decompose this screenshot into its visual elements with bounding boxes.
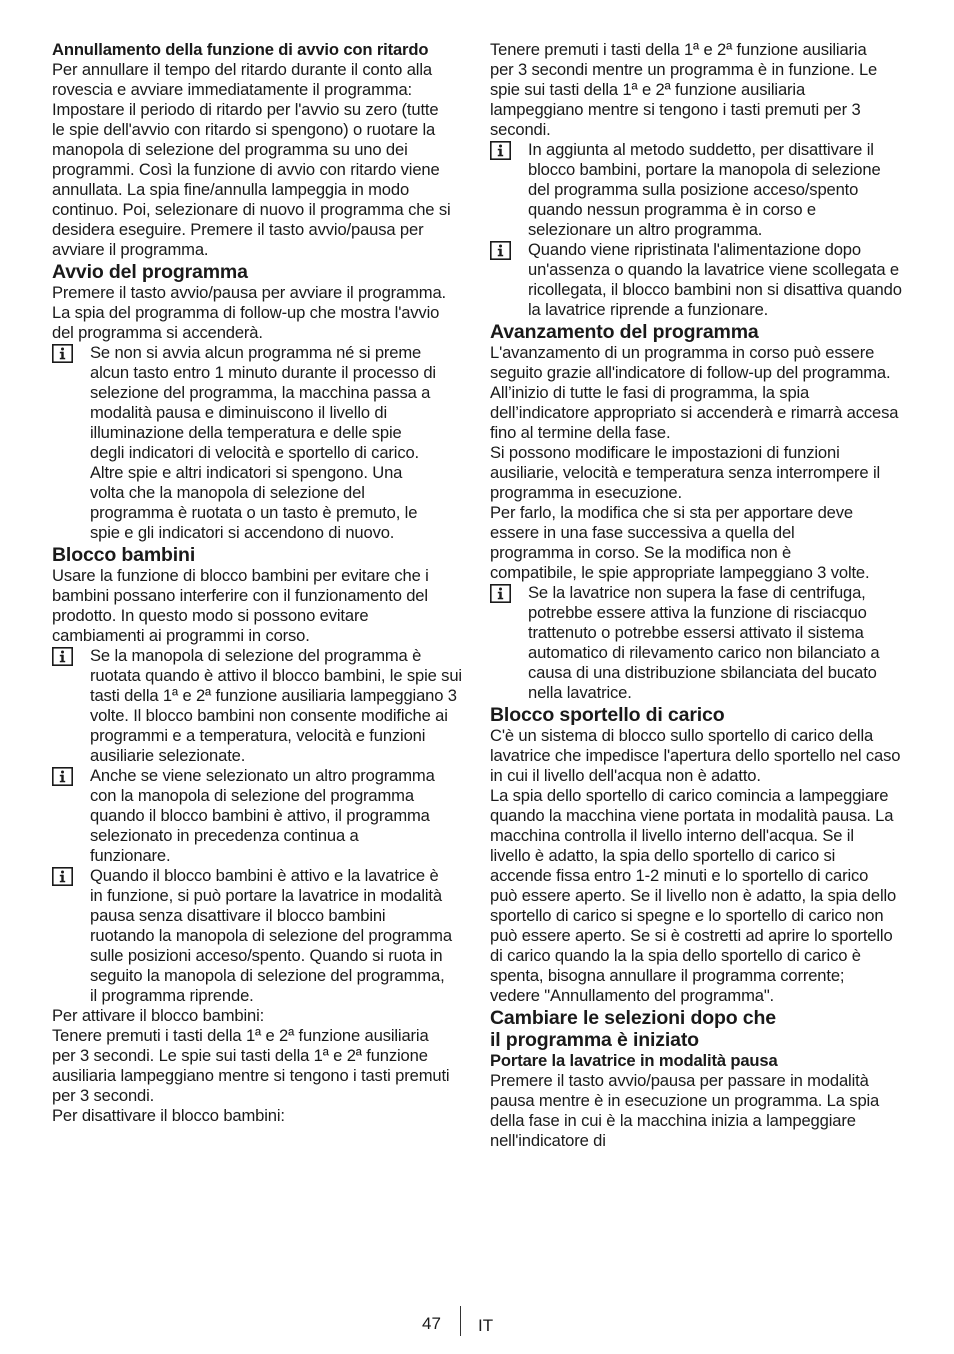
subheading-pause: Portare la lavatrice in modalità pausa	[490, 1051, 778, 1070]
heading-child-lock: Blocco bambini	[52, 544, 196, 566]
note-text: Quando il blocco bambini è attivo e la lavatrice è in funzione, si può portare la lavatrice in modalità pausa senza disattivare il blocco bambini ruotando la manopola di selezione del programma sulle posizioni acceso/spento. Quando si ruota in seguito la manopola di selezione del programma, il programma riprende.	[90, 866, 452, 1005]
paragraph: Per attivare il blocco bambini:	[52, 1006, 265, 1025]
left-column	[52, 40, 464, 1126]
info-note	[52, 646, 464, 766]
note-text: In aggiunta al metodo suddetto, per disattivare il blocco bambini, portare la manopola di selezione del programma sulla posizione acceso/spento quando nessun programma è in corso e selezionare un altro programma.	[528, 140, 881, 239]
info-icon	[490, 583, 528, 603]
paragraph: Per annullare il tempo del ritardo durante il conto alla rovescia e avviare immediatamente il programma:	[52, 60, 432, 99]
paragraph: Per farlo, la modifica che si sta per apportare deve essere in una fase successiva a quella del programma in corso. Se la modifica non è compatibile, le spie appropriate lampeggiano 3 volte.	[490, 503, 870, 582]
info-icon	[490, 240, 528, 260]
paragraph: Tenere premuti i tasti della 1ª e 2ª funzione ausiliaria per 3 secondi. Le spie sui tasti della 1ª e 2ª funzione ausiliaria lampeggiano mentre si tengono i tasti premuti per 3 secondi.	[52, 1026, 450, 1105]
paragraph: L'avanzamento di un programma in corso può essere seguito grazie all'indicatore di follow-up del programma. All’inizio di tutte le fasi di programma, la spia dell’indicatore appropriato si accenderà e rimarrà accesa fino al termine della fase.	[490, 343, 899, 442]
note-text: Quando viene ripristinata l'alimentazione dopo un'assenza o quando la lavatrice viene scollegata e ricollegata, il blocco bambini non si disattiva quando la lavatrice riprende a funzionare.	[528, 240, 902, 319]
heading-door-lock: Blocco sportello di carico	[490, 704, 725, 726]
info-icon	[490, 140, 528, 160]
note-text: Se la manopola di selezione del programma è ruotata quando è attivo il blocco bambini, le spie sui tasti della 1ª e 2ª funzione ausiliaria lampeggiano 3 volte. Il blocco bambini non consente modifiche ai programmi e a temperatura, velocità e funzioni ausiliarie selezionate.	[90, 646, 462, 765]
paragraph: Premere il tasto avvio/pausa per avviare il programma. La spia del programma di follow-up che mostra l'avvio del programma si accenderà.	[52, 283, 447, 342]
paragraph: Per disattivare il blocco bambini:	[52, 1106, 285, 1125]
info-icon	[52, 646, 90, 666]
info-icon	[52, 343, 90, 363]
info-note	[52, 343, 464, 543]
note-text: Se la lavatrice non supera la fase di centrifuga, potrebbe essere attiva la funzione di risciacquo trattenuto o potrebbe essersi attivato il sistema automatico di rilevamento carico non bilanciato a causa di una distribuzione sbilanciata del bucato nella lavatrice.	[528, 583, 880, 702]
right-column	[490, 40, 904, 1151]
note-text: Anche se viene selezionato un altro programma con la manopola di selezione del programma quando il blocco bambini è attivo, il programma selezionato in precedenza continua a funzionare.	[90, 766, 435, 865]
footer-divider	[460, 1306, 461, 1336]
heading-program-progress: Avanzamento del programma	[490, 321, 759, 343]
info-note	[52, 866, 464, 1006]
info-note	[52, 766, 464, 866]
info-icon	[52, 766, 90, 786]
page-number: 47	[422, 1314, 441, 1333]
paragraph: La spia dello sportello di carico comincia a lampeggiare quando la macchina viene portata in modalità pausa. La macchina controlla il livello interno dell'acqua. Se il livello è adatto, la spia dello sportello di carico si accende fissa entro 1-2 minuti e lo sportello di carico può essere aperto. Se il livello non è adatto, la spia dello sportello di carico si spegne e lo sportello di carico non può essere aperto. Se si è costretti ad aprire lo sportello di carico quando la la spia dello sportello di carico è spenta, bisogna annullare il programma corrente; vedere "Annullamento del programma".	[490, 786, 897, 1005]
info-icon	[52, 866, 90, 886]
subheading-delay-cancel: Annullamento della funzione di avvio con ritardo	[52, 40, 429, 59]
heading-change-selections: Cambiare le selezioni dopo che il programma è iniziato	[490, 1007, 776, 1051]
language-code: IT	[478, 1316, 494, 1335]
paragraph: Si possono modificare le impostazioni di funzioni ausiliarie, velocità e temperatura senza interrompere il programma in esecuzione.	[490, 443, 881, 502]
paragraph: C'è un sistema di blocco sullo sportello di carico della lavatrice che impedisce l'apertura dello sportello nel caso in cui il livello dell'acqua non è adatto.	[490, 726, 901, 785]
info-note	[490, 140, 904, 240]
heading-program-start: Avvio del programma	[52, 261, 248, 283]
paragraph: Impostare il periodo di ritardo per l'avvio su zero (tutte le spie dell'avvio con ritardo si spengono) o ruotare la manopola di selezione del programma su uno dei programmi. Così la funzione di avvio con ritardo viene annullata. La spia fine/annulla lampeggia in modo continuo. Poi, selezionare di nuovo il programma che si desidera eseguire. Premere il tasto avvio/pausa per avviare il programma.	[52, 100, 451, 259]
paragraph: Premere il tasto avvio/pausa per passare in modalità pausa mentre è in esecuzione un programma. La spia della fase in cui è la macchina inizia a lampeggiare nell'indicatore di	[490, 1071, 880, 1150]
paragraph: Tenere premuti i tasti della 1ª e 2ª funzione ausiliaria per 3 secondi mentre un programma è in funzione. Le spie sui tasti della 1ª e 2ª funzione ausiliaria lampeggiano mentre si tengono i tasti premuti per 3 secondi.	[490, 40, 878, 139]
info-note	[490, 583, 904, 703]
note-text: Se non si avvia alcun programma né si preme alcun tasto entro 1 minuto durante il processo di selezione del programma, la macchina passa a modalità pausa e diminuiscono il livello di illuminazione della temperatura e delle spie degli indicatori di velocità e sportello di carico. Altre spie e altri indicatori si spengono. Una volta che la manopola di selezione del programma è ruotata o un tasto è premuto, le spie e gli indicatori si accendono di nuovo.	[90, 343, 436, 542]
info-note	[490, 240, 904, 320]
paragraph: Usare la funzione di blocco bambini per evitare che i bambini possano interferire con il funzionamento del prodotto. In questo modo si possono evitare cambiamenti ai programmi in corso.	[52, 566, 429, 645]
